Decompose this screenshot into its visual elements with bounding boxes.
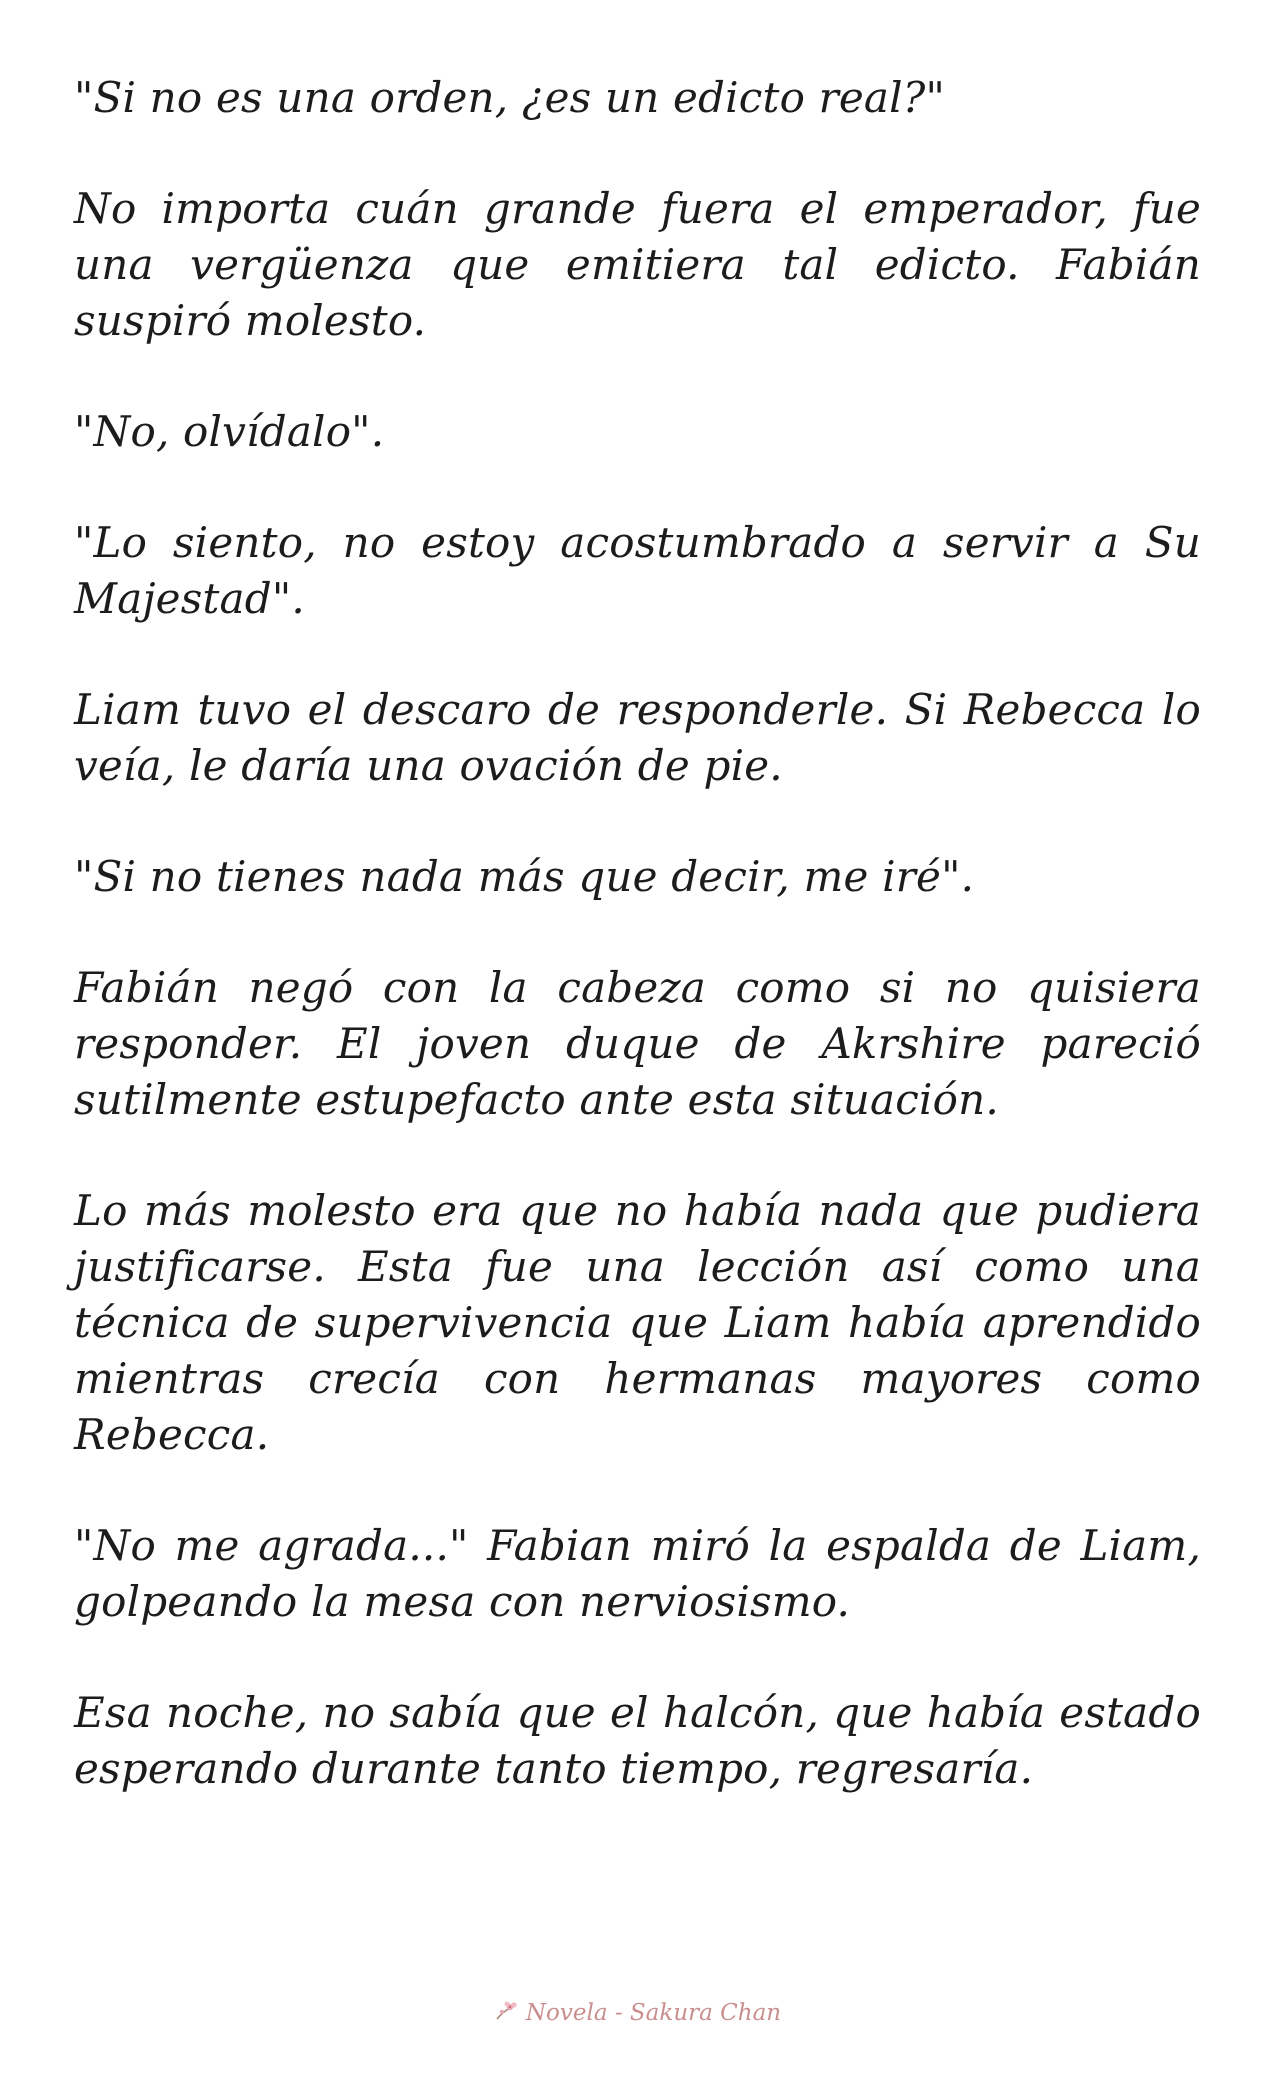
paragraph: "No me agrada..." Fabian miró la espalda de Liam, golpeando la mesa con nerviosismo.	[74, 1521, 1201, 1626]
watermark	[0, 2000, 1275, 2026]
watermark-text: Novela - Sakura Chan	[525, 2000, 782, 2026]
paragraph: "Lo siento, no estoy acostumbrado a servir a Su Majestad".	[74, 518, 1201, 623]
document-body	[74, 70, 1201, 1852]
paragraph: "Si no es una orden, ¿es un edicto real?"	[74, 73, 946, 122]
paragraph: Lo más molesto era que no había nada que pudiera justificarse. Esta fue una lección así como una técnica de supervivencia que Liam había aprendido mientras crecía con hermanas mayores como Rebecca.	[74, 1186, 1201, 1459]
paragraph: Liam tuvo el descaro de responderle. Si Rebecca lo veía, le daría una ovación de pie.	[74, 685, 1201, 790]
paragraph: Fabián negó con la cabeza como si no quisiera responder. El joven duque de Akrshire pareció sutilmente estupefacto ante esta situación.	[74, 963, 1201, 1124]
paragraph: Esa noche, no sabía que el halcón, que había estado esperando durante tanto tiempo, regresaría.	[74, 1688, 1201, 1793]
paragraph: "No, olvídalo".	[74, 407, 385, 456]
sakura-flower-icon	[494, 2000, 520, 2022]
paragraph: No importa cuán grande fuera el emperador, fue una vergüenza que emitiera tal edicto. Fabián suspiró molesto.	[74, 184, 1201, 345]
paragraph: "Si no tienes nada más que decir, me iré".	[74, 852, 975, 901]
